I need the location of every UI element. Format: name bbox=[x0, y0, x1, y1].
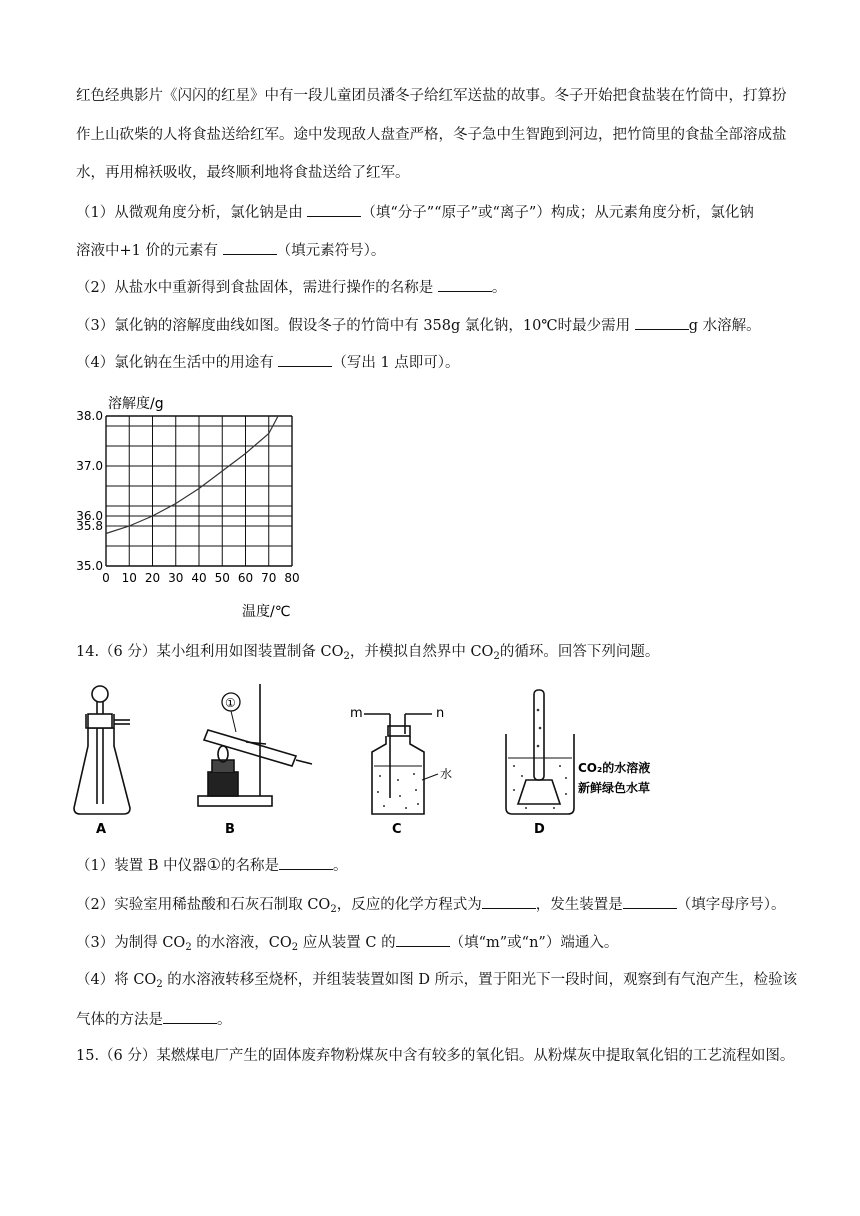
q13-part-1 bbox=[76, 202, 754, 223]
q14-part-4 bbox=[76, 970, 797, 995]
chart-grid bbox=[106, 416, 292, 566]
q13-p2-text-a: （2）从盐水中重新得到食盐固体，需进行操作的名称是 bbox=[76, 280, 438, 296]
q15-heading: 15.（6 分）某燃煤电厂产生的固体废弃物粉煤灰中含有较多的氧化铝。从粉煤灰中提取氧化铝的工艺流程如图。 bbox=[76, 1048, 795, 1064]
subscript-2: 2 bbox=[185, 942, 192, 953]
q14-p3-text-b: 的水溶液，CO bbox=[191, 935, 292, 951]
x-tick-label: 60 bbox=[237, 571, 254, 585]
subscript-2: 2 bbox=[343, 651, 350, 662]
q13-part-4 bbox=[76, 352, 460, 373]
x-tick-label: 70 bbox=[261, 571, 277, 585]
q13-p1-blank-1[interactable] bbox=[307, 202, 361, 217]
q13-p2-blank[interactable] bbox=[438, 277, 492, 292]
q14-p1-blank[interactable] bbox=[279, 855, 333, 870]
q14-p1-text-a: （1）装置 B 中仪器 bbox=[76, 858, 207, 874]
q13-p1-blank-2[interactable] bbox=[223, 240, 277, 255]
q14-p4-blank[interactable] bbox=[163, 1009, 217, 1024]
q13-p1-text-a: （1）从微观角度分析，氯化钠是由 bbox=[76, 205, 308, 221]
apparatus-c bbox=[364, 714, 438, 814]
apparatus-b bbox=[198, 684, 312, 806]
apparatus-a bbox=[74, 686, 130, 814]
x-tick-label: 80 bbox=[284, 571, 300, 585]
label-circled-1: ① bbox=[225, 696, 236, 710]
subscript-2: 2 bbox=[291, 942, 299, 953]
label-m: m bbox=[350, 706, 363, 721]
y-tick-label: 36.0 bbox=[76, 509, 103, 523]
subscript-2: 2 bbox=[493, 651, 500, 662]
chart-x-ticks bbox=[102, 571, 299, 585]
y-tick-label: 38.0 bbox=[76, 409, 103, 423]
q14-p4-text-d: 。 bbox=[217, 1012, 232, 1028]
label-d: D bbox=[534, 822, 545, 837]
q14-p2-text-a: （2）实验室用稀盐酸和石灰石制取 CO bbox=[76, 897, 331, 913]
apparatus-d bbox=[506, 690, 574, 814]
q14-p2-text-c: ，发生装置是 bbox=[535, 897, 623, 913]
q14-p2-text-d: （填字母序号）。 bbox=[676, 897, 786, 913]
q13-p1-text-b: （填“分子”“原子”或“离子”）构成；从元素角度分析，氯化钠 bbox=[361, 205, 754, 221]
q13-part-1-cont bbox=[76, 240, 385, 261]
label-c: C bbox=[392, 822, 402, 837]
subscript-2: 2 bbox=[156, 979, 163, 990]
x-tick-label: 20 bbox=[144, 571, 161, 585]
q13-part-2 bbox=[76, 277, 506, 298]
x-tick-label: 0 bbox=[102, 571, 110, 585]
q14-head-b: ，并模拟自然界中 CO bbox=[349, 644, 494, 660]
water-dots bbox=[377, 773, 419, 809]
y-tick-label: 35.8 bbox=[76, 519, 103, 533]
q13-p4-blank[interactable] bbox=[278, 352, 332, 367]
q14-p4-text-a: （4）将 CO bbox=[76, 972, 157, 988]
y-tick-label: 35.0 bbox=[76, 559, 103, 573]
q13-p1-text-d: （填元素符号）。 bbox=[276, 243, 386, 259]
q14-p4-text-b: 的水溶液转移至烧杯，并组装装置如图 D 所示，置于阳光下一段时间，观察到有气泡产生，检验该 bbox=[162, 972, 798, 988]
label-b: B bbox=[225, 822, 235, 837]
q14-p2-text-b: ，反应的化学方程式为 bbox=[336, 897, 482, 913]
label-n: n bbox=[436, 706, 445, 721]
intro-line-2: 作上山砍柴的人将食盐送给红军。途中发现敌人盘查严格，冬子急中生智跑到河边，把竹筒里的食盐全部溶成盐 bbox=[76, 127, 787, 143]
q14-p4-text-c: 气体的方法是 bbox=[76, 1012, 163, 1028]
q14-p3-text-d: （填“m”或“n”）端通入。 bbox=[449, 935, 619, 951]
q14-heading bbox=[76, 642, 659, 667]
chart-y-axis-label: 溶解度/g bbox=[108, 396, 164, 412]
q14-p2-blank-1[interactable] bbox=[482, 894, 536, 909]
q14-part-1 bbox=[76, 855, 347, 876]
q14-p3-blank[interactable] bbox=[396, 932, 450, 947]
q14-p3-text-c: 应从装置 C 的 bbox=[298, 935, 396, 951]
label-water: 水 bbox=[440, 767, 453, 781]
x-tick-label: 50 bbox=[214, 571, 230, 585]
chart-x-axis-label: 温度/℃ bbox=[242, 604, 291, 620]
label-a: A bbox=[96, 822, 107, 837]
q13-p3-blank[interactable] bbox=[635, 315, 689, 330]
subscript-2: 2 bbox=[330, 904, 337, 915]
x-tick-label: 10 bbox=[121, 571, 137, 585]
q13-p1-text-c: 溶液中+1 价的元素有 bbox=[76, 243, 223, 259]
label-co2-solution: CO₂的水溶液 bbox=[578, 761, 651, 775]
q14-head-a: 14.（6 分）某小组利用如图装置制备 CO bbox=[76, 644, 344, 660]
q13-part-3 bbox=[76, 315, 761, 336]
q14-p1-text-c: 。 bbox=[332, 858, 348, 874]
y-tick-label: 37.0 bbox=[76, 459, 103, 473]
intro-line-1: 红色经典影片《闪闪的红星》中有一段儿童团员潘冬子给红军送盐的故事。冬子开始把食盐装在竹筒中，打算扮 bbox=[76, 88, 787, 104]
q14-head-c: 的循环。回答下列问题。 bbox=[499, 644, 660, 660]
q14-p3-text-a: （3）为制得 CO bbox=[76, 935, 186, 951]
intro-line-3: 水，再用棉袄吸收，最终顺利地将食盐送给了红军。 bbox=[76, 165, 410, 181]
x-tick-label: 30 bbox=[168, 571, 184, 585]
q13-p3-text-a: （3）氯化钠的溶解度曲线如图。假设冬子的竹筒中有 358g 氯化钠，10℃时最少需用 bbox=[76, 318, 635, 334]
circled-one: ① bbox=[206, 855, 221, 874]
solubility-chart bbox=[60, 392, 320, 622]
q13-p4-text-b: （写出 1 点即可）。 bbox=[332, 355, 460, 371]
q14-part-3 bbox=[76, 932, 618, 958]
chart-y-ticks bbox=[76, 409, 103, 573]
apparatus-figure bbox=[60, 680, 700, 840]
q13-p3-text-b: g 水溶解。 bbox=[688, 318, 761, 334]
q14-part-2 bbox=[76, 894, 785, 920]
q13-p2-text-b: 。 bbox=[491, 280, 507, 296]
q14-p1-text-b: 的名称是 bbox=[220, 858, 279, 874]
q13-p4-text-a: （4）氯化钠在生活中的用途有 bbox=[76, 355, 279, 371]
q14-part-4-cont bbox=[76, 1009, 232, 1030]
q14-p2-blank-2[interactable] bbox=[623, 894, 677, 909]
label-weed: 新鲜绿色水草 bbox=[578, 781, 651, 795]
x-tick-label: 40 bbox=[191, 571, 207, 585]
